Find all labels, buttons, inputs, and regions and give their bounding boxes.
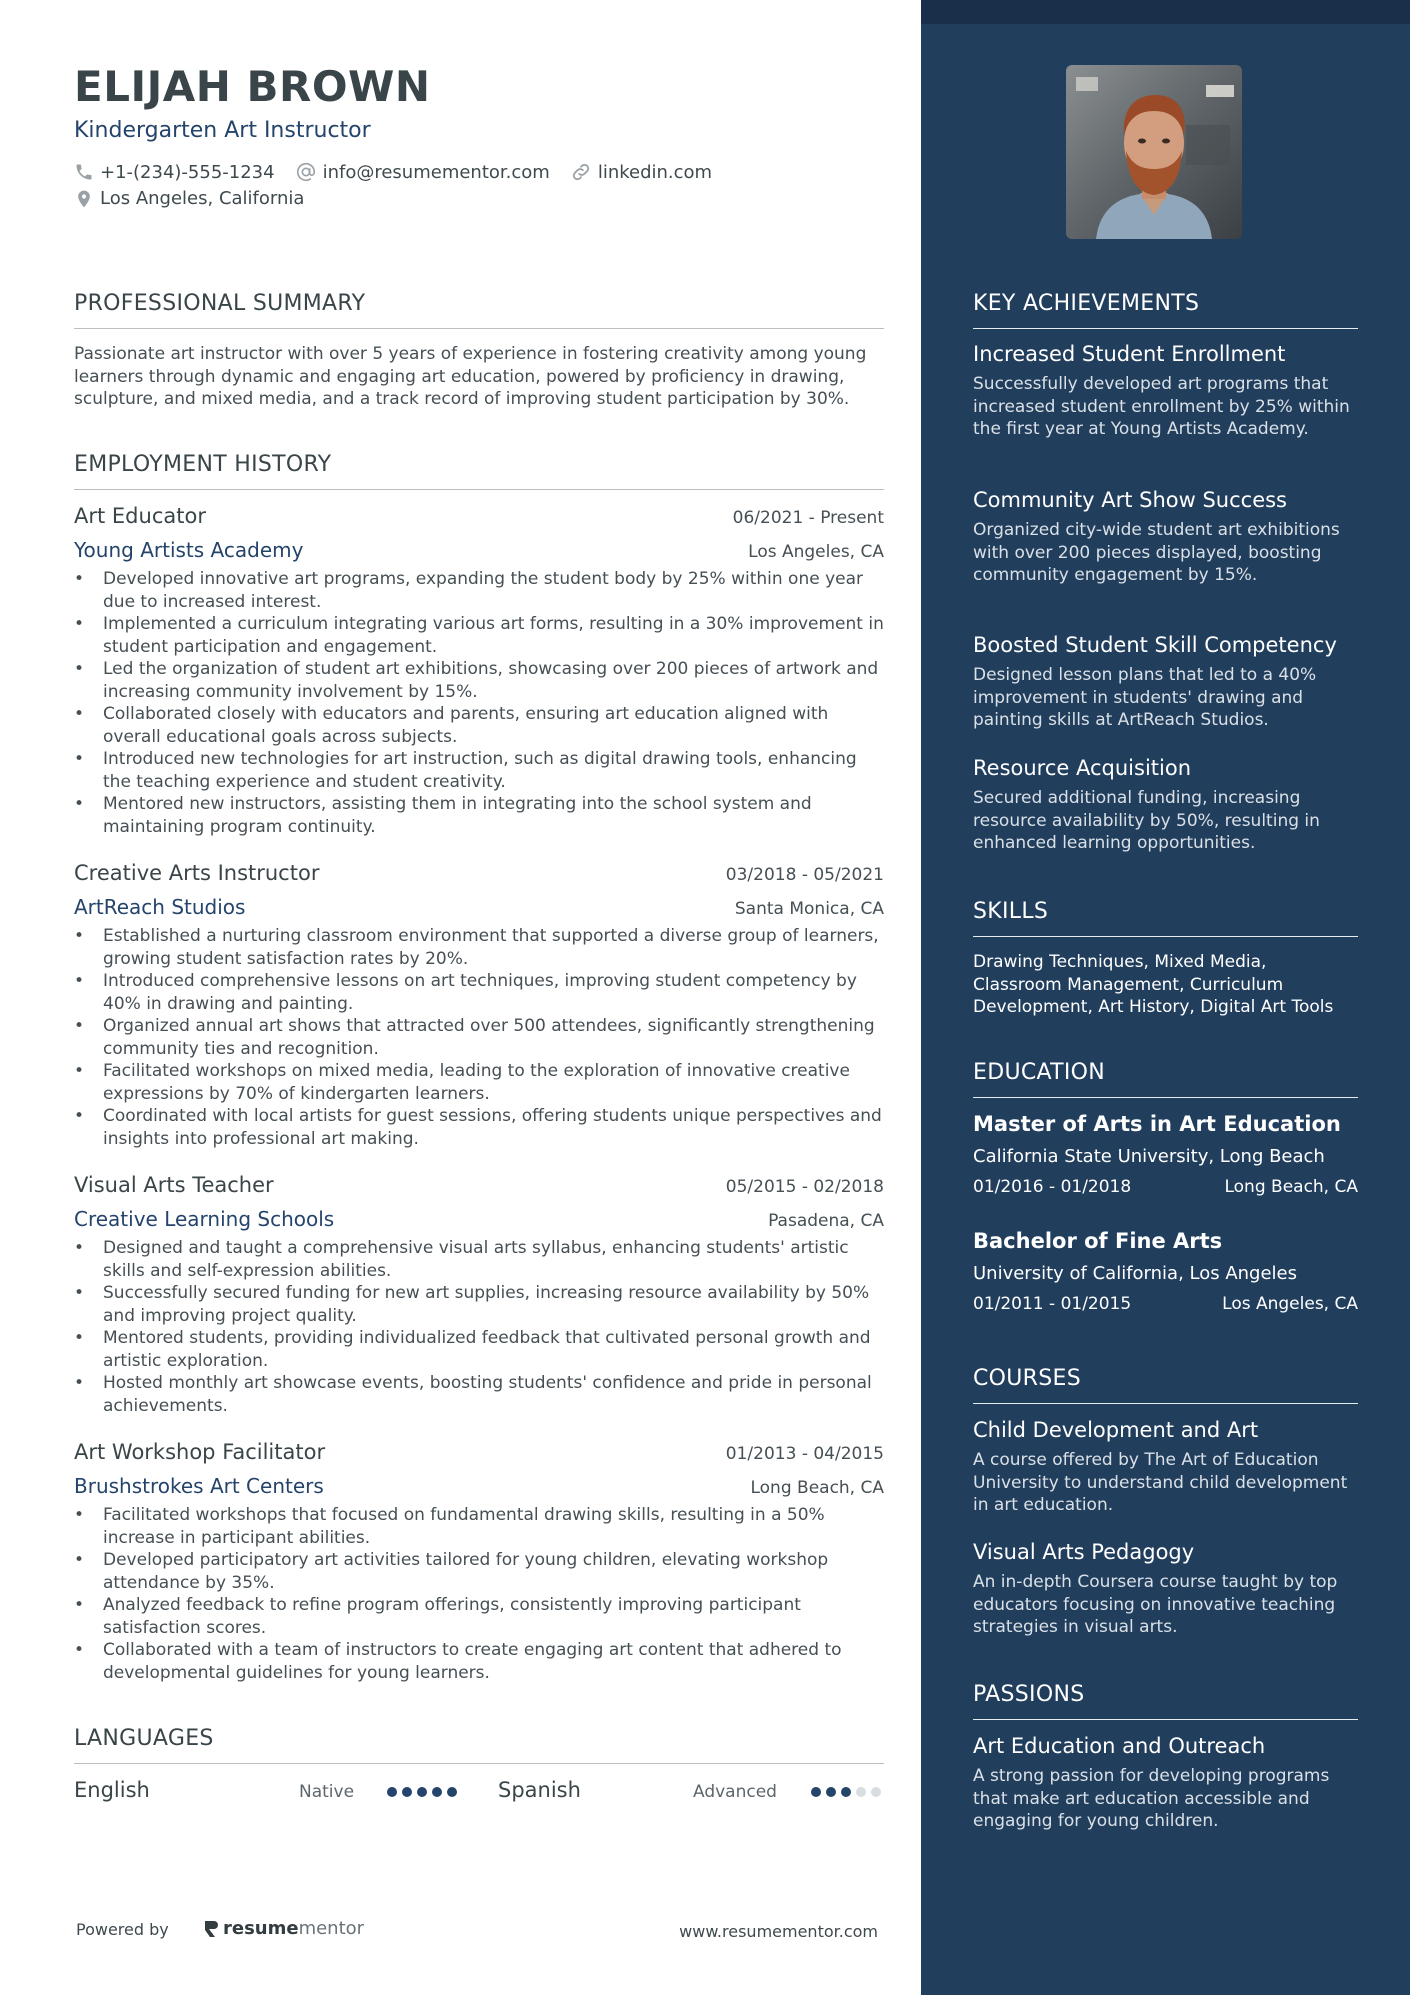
achievement-item — [973, 488, 1358, 587]
location-text: Los Angeles, California — [100, 188, 305, 209]
rating-dot-empty — [856, 1787, 866, 1797]
rating-dot-filled — [402, 1787, 412, 1797]
achievement-text: Successfully developed art programs that increased student enrollment by 25% within the first year at Young Artists Academy. — [973, 374, 1350, 439]
course-text: A course offered by The Art of Education University to understand child development in art education. — [973, 1450, 1348, 1515]
rating-dot-filled — [826, 1787, 836, 1797]
job-dates: 01/2013 - 04/2015 — [725, 1444, 884, 1464]
phone-text: +1-(234)-555-1234 — [100, 161, 275, 183]
skills-text: Drawing Techniques, Mixed Media, Classroom Management, Curriculum Development, Art History, Digital Art Tools — [973, 952, 1334, 1017]
achievement-title: Community Art Show Success — [973, 488, 1287, 512]
profile-photo — [1066, 65, 1242, 239]
job-dates: 05/2015 - 02/2018 — [725, 1177, 884, 1197]
at-icon — [295, 161, 317, 183]
course-item — [973, 1540, 1358, 1639]
education-dates: 01/2011 - 01/2015 — [973, 1294, 1132, 1314]
job-bullets — [74, 925, 884, 1150]
employment-section-title: EMPLOYMENT HISTORY — [74, 452, 884, 490]
rating-dot-filled — [811, 1787, 821, 1797]
job-bullet: • Facilitated workshops that focused on fundamental drawing skills, resulting in a 50% increase in participant abilities. — [74, 1504, 884, 1549]
education-school: California State University, Long Beach — [973, 1146, 1325, 1167]
achievement-text: Organized city-wide student art exhibitions with over 200 pieces displayed, boosting community engagement by 15%. — [973, 520, 1340, 585]
achievement-item — [973, 342, 1358, 441]
job-dates: 03/2018 - 05/2021 — [725, 865, 884, 885]
job-bullet: • Led the organization of student art exhibitions, showcasing over 200 pieces of artwork and increasing community involvement by 15%. — [74, 658, 884, 703]
job-bullet: • Collaborated with a team of instructors to create engaging art content that adhered to developmental guidelines for young learners. — [74, 1639, 884, 1684]
job-bullet: • Introduced new technologies for art instruction, such as digital drawing tools, enhancing the teaching experience and student creativity. — [74, 748, 884, 793]
rating-dot-filled — [432, 1787, 442, 1797]
course-title: Visual Arts Pedagogy — [973, 1540, 1195, 1564]
language-name: Spanish — [498, 1778, 581, 1802]
job-bullet: • Coordinated with local artists for guest sessions, offering students unique perspectives and insights into professional art making. — [74, 1105, 884, 1150]
job-title: Art Workshop Facilitator — [74, 1440, 326, 1464]
footer — [76, 1918, 882, 1948]
achievement-title: Increased Student Enrollment — [973, 342, 1286, 366]
job-entry — [74, 1440, 884, 1684]
contact-email[interactable] — [295, 161, 550, 183]
achievement-item — [973, 756, 1358, 855]
rating-dot-filled — [417, 1787, 427, 1797]
job-entry — [74, 1173, 884, 1417]
job-location: Pasadena, CA — [768, 1211, 884, 1231]
education-degree: Master of Arts in Art Education — [973, 1112, 1341, 1136]
contact-location — [74, 188, 304, 209]
job-dates: 06/2021 - Present — [732, 508, 884, 528]
job-bullet: • Developed innovative art programs, expanding the student body by 25% within one year due to increased interest. — [74, 568, 884, 613]
job-bullets — [74, 568, 884, 838]
job-bullet: • Designed and taught a comprehensive visual arts syllabus, enhancing students' artistic skills and self-expression abilities. — [74, 1237, 884, 1282]
education-item — [973, 1112, 1358, 1197]
achievement-title: Boosted Student Skill Competency — [973, 633, 1337, 657]
job-bullet: • Developed participatory art activities tailored for young children, elevating workshop attendance by 35%. — [74, 1549, 884, 1594]
job-title: Art Educator — [74, 504, 206, 528]
job-entry — [74, 504, 884, 838]
profile-photo-image — [1066, 65, 1242, 239]
job-location: Long Beach, CA — [750, 1478, 884, 1498]
passions-section-title: PASSIONS — [973, 1682, 1358, 1720]
job-bullets — [74, 1237, 884, 1417]
brand-name-bold: resume — [223, 1918, 299, 1939]
course-item — [973, 1418, 1358, 1517]
language-level: Advanced — [693, 1782, 777, 1802]
job-title: Creative Arts Instructor — [74, 861, 320, 885]
job-bullet: • Introduced comprehensive lessons on art techniques, improving student competency by 40% in drawing and painting. — [74, 970, 884, 1015]
resumementor-logo-icon — [202, 1919, 220, 1939]
education-location: Los Angeles, CA — [1222, 1294, 1358, 1314]
linkedin-text: linkedin.com — [597, 161, 713, 183]
job-bullets — [74, 1504, 884, 1684]
location-pin-icon — [74, 189, 94, 209]
sidebar — [921, 0, 1410, 1995]
job-entry — [74, 861, 884, 1150]
footer-website[interactable]: www.resumementor.com — [679, 1922, 878, 1941]
job-bullet: • Hosted monthly art showcase events, boosting students' confidence and pride in personal achievements. — [74, 1372, 884, 1417]
job-bullet: • Established a nurturing classroom environment that supported a diverse group of learners, growing student satisfaction rates by 20%. — [74, 925, 884, 970]
course-text: An in-depth Coursera course taught by top educators focusing on innovative teaching strategies in visual arts. — [973, 1572, 1338, 1637]
achievement-title: Resource Acquisition — [973, 756, 1191, 780]
job-bullet: • Successfully secured funding for new art supplies, increasing resource availability by 50% and improving project quality. — [74, 1282, 884, 1327]
rating-dot-filled — [841, 1787, 851, 1797]
skills-section-title: SKILLS — [973, 899, 1358, 937]
passion-text: A strong passion for developing programs that make art education accessible and engaging for young children. — [973, 1766, 1330, 1831]
summary-section-title: PROFESSIONAL SUMMARY — [74, 291, 884, 329]
language-name: English — [74, 1778, 150, 1802]
contact-line-1 — [74, 161, 732, 183]
brand-logo[interactable] — [202, 1918, 364, 1939]
job-bullet: • Facilitated workshops on mixed media, leading to the exploration of innovative creative expressions by 70% of kindergarten learners. — [74, 1060, 884, 1105]
passion-item — [973, 1734, 1358, 1833]
candidate-role: Kindergarten Art Instructor — [74, 118, 371, 143]
job-bullet: • Implemented a curriculum integrating various art forms, resulting in a 30% improvement in student participation and engagement. — [74, 613, 884, 658]
languages-row — [74, 1778, 884, 1808]
job-location: Santa Monica, CA — [734, 899, 884, 919]
contact-linkedin[interactable] — [570, 161, 712, 183]
job-bullet: • Collaborated closely with educators and parents, ensuring art education aligned with overall educational goals across subjects. — [74, 703, 884, 748]
email-text: info@resumementor.com — [322, 161, 550, 183]
education-item — [973, 1229, 1358, 1314]
rating-dot-filled — [447, 1787, 457, 1797]
education-dates: 01/2016 - 01/2018 — [973, 1177, 1132, 1197]
job-bullet: • Organized annual art shows that attracted over 500 attendees, significantly strengthening community ties and recognition. — [74, 1015, 884, 1060]
job-company: ArtReach Studios — [74, 895, 246, 919]
education-degree: Bachelor of Fine Arts — [973, 1229, 1223, 1253]
course-title: Child Development and Art — [973, 1418, 1259, 1442]
achievement-text: Secured additional funding, increasing resource availability by 50%, resulting in enhanced learning opportunities. — [973, 788, 1320, 853]
brand-name-light: mentor — [298, 1918, 365, 1939]
rating-dot-filled — [387, 1787, 397, 1797]
job-title: Visual Arts Teacher — [74, 1173, 274, 1197]
candidate-name: ELIJAH BROWN — [74, 62, 431, 111]
powered-by-text: Powered by — [76, 1920, 169, 1939]
language-rating — [811, 1787, 886, 1797]
education-section-title: EDUCATION — [973, 1060, 1358, 1098]
sidebar-top-band — [921, 0, 1410, 24]
link-icon — [570, 161, 592, 183]
education-school: University of California, Los Angeles — [973, 1263, 1298, 1284]
language-rating — [387, 1787, 462, 1797]
passion-title: Art Education and Outreach — [973, 1734, 1266, 1758]
courses-section-title: COURSES — [973, 1366, 1358, 1404]
achievement-item — [973, 633, 1358, 732]
language-level: Native — [299, 1782, 355, 1802]
job-company: Brushstrokes Art Centers — [74, 1474, 324, 1498]
education-location: Long Beach, CA — [1224, 1177, 1358, 1197]
rating-dot-empty — [871, 1787, 881, 1797]
phone-icon — [74, 162, 94, 182]
languages-section-title: LANGUAGES — [74, 1726, 884, 1764]
contact-line-2 — [74, 188, 324, 209]
job-company: Creative Learning Schools — [74, 1207, 335, 1231]
contact-phone[interactable] — [74, 162, 275, 183]
job-bullet: • Analyzed feedback to refine program offerings, consistently improving participant satisfaction scores. — [74, 1594, 884, 1639]
job-location: Los Angeles, CA — [748, 542, 884, 562]
achievement-text: Designed lesson plans that led to a 40% improvement in students' drawing and painting skills at ArtReach Studios. — [973, 665, 1317, 730]
job-company: Young Artists Academy — [74, 538, 304, 562]
job-bullet: • Mentored new instructors, assisting them in integrating into the school system and maintaining program continuity. — [74, 793, 884, 838]
achievements-section-title: KEY ACHIEVEMENTS — [973, 291, 1358, 329]
summary-text: Passionate art instructor with over 5 years of experience in fostering creativity among young learners through dynamic and engaging art education, powered by proficiency in drawing, sculpture, and mixed media, and a track record of improving student participation by 30%. — [74, 344, 867, 409]
job-bullet: • Mentored students, providing individualized feedback that cultivated personal growth and artistic exploration. — [74, 1327, 884, 1372]
